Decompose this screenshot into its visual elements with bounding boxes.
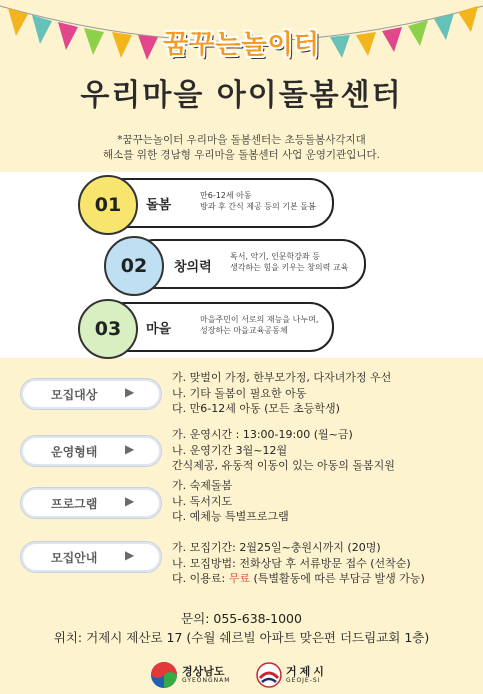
section-line: 다. 만6-12세 아동 (모든 초등학생) [172,402,340,415]
geoje-sub: GEOJE-SI [286,676,321,684]
section-line: 가. 모집기간: 2월25일~충원시까지 (20명) [172,541,381,554]
program-desc-01-line1: 만6-12세 아동 [200,191,252,200]
section-button-operation[interactable] [20,435,162,467]
section-line: 나. 운영기간 3월~12월 [172,443,288,457]
fee-suffix: (특별활동에 따른 부담금 발생 가능) [249,572,425,585]
section-text-recruit-info [172,540,425,587]
section-line: 다. 예체능 특별프로그램 [172,510,289,523]
section-line: 나. 독서지도 [172,494,233,508]
section-text-operation [172,427,395,474]
intro-line-2: 해소를 위한 경남형 우리마을 돌봄센터 사업 운영기관입니다. [103,149,380,161]
section-label: 프로그램 [51,497,98,511]
geoje-logo [256,660,327,690]
section-line: 나. 기타 돌봄이 필요한 아동 [172,386,307,400]
section-text-program [172,478,289,525]
play-arrow-icon: ▶ [125,442,135,456]
program-desc-03 [200,314,318,336]
program-desc-01-line2: 방과 후 간식 제공 등의 기본 돌봄 [200,202,316,211]
program-desc-02-line2: 생각하는 힘을 키우는 창의력 교육 [230,263,349,272]
gyeongnam-sub: GYEONGNAM [182,676,231,684]
title-top: 꿈꾸는놀이터 [163,30,320,60]
play-arrow-icon: ▶ [125,548,135,562]
section-line: 가. 운영시간 : 13:00-19:00 (월~금) [172,428,353,441]
section-label: 모집안내 [51,551,98,565]
play-arrow-icon: ▶ [125,494,135,508]
section-button-program[interactable] [20,487,162,519]
section-button-recruit-info[interactable] [20,541,162,573]
program-number-01: 01 [78,175,138,235]
title-main: 우리마을 아이돌봄센터 [80,78,403,113]
program-number-02: 02 [104,236,164,296]
section-button-recruit-target[interactable] [20,378,162,410]
section-line: 나. 모집방법: 전화상담 후 서류방문 접수 (선착순) [172,556,411,570]
section-label: 모집대상 [51,388,98,402]
play-arrow-icon: ▶ [125,385,135,399]
section-line: 가. 맞벌이 가정, 한부모가정, 다자녀가정 우선 [172,371,392,384]
program-desc-01 [200,190,316,212]
program-desc-03-line2: 성장하는 마을교육공동체 [200,326,288,335]
gyeongnam-emblem-icon [150,661,178,689]
program-number-03: 03 [78,299,138,359]
section-line: 간식제공, 유동적 이동이 있는 아동의 돌봄지원 [172,459,395,472]
section-text-recruit-target [172,370,391,417]
section-line: 가. 숙제돌봄 [172,479,233,492]
section-label: 운영형태 [51,445,98,459]
program-title-03: 마을 [146,322,172,337]
fee-free: 무료 [228,572,250,585]
fee-prefix: 다. 이용료: [172,572,229,585]
geoje-name: 거제시 [286,664,327,678]
intro-line-1: *꿈꾸는놀이터 우리마을 돌봄센터는 초등돌봄사각지대 [117,134,366,146]
address: 위치: 거제시 제산로 17 (수월 쉐르빌 아파트 맞은편 더드림교회 1층) [53,630,430,645]
program-desc-02 [230,251,348,273]
intro-text [0,133,483,163]
contact-phone: 문의: 055-638-1000 [181,611,302,626]
program-desc-03-line1: 마을주민이 서로의 재능을 나누며, [200,315,319,324]
geoje-emblem-icon [256,662,282,688]
program-title-02: 창의력 [174,260,212,275]
fee-line [172,571,425,587]
gyeongnam-name: 경상남도 [182,664,225,678]
program-desc-02-line1: 독서, 악기, 인문학강좌 등 [230,252,320,261]
gyeongnam-logo [150,660,230,690]
program-title-01: 돌봄 [146,198,172,213]
